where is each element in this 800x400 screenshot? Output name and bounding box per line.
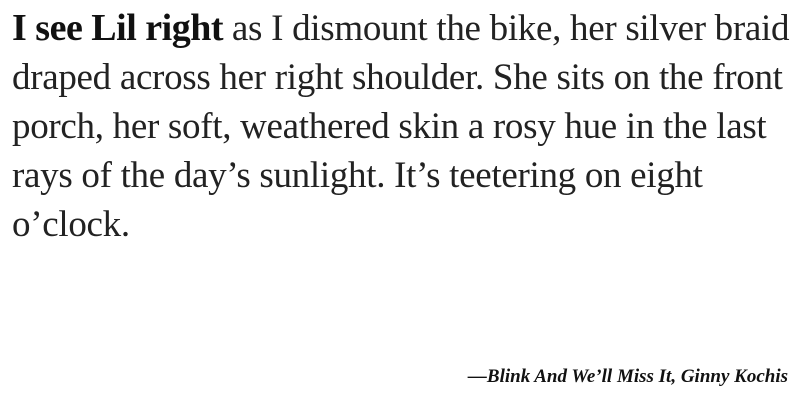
excerpt-body-text: as I dismount the bike, her silver braid draped across her right shoulder. She sits on the front porch, her soft, weathered skin a rosy hue in the last rays of the day’s sunlight. It’s teetering on eight o’clock. [12,8,790,245]
excerpt-lead-phrase: I see Lil right [12,7,223,49]
book-excerpt [12,4,792,249]
excerpt-attribution: —Blink And We’ll Miss It, Ginny Kochis [467,366,788,387]
